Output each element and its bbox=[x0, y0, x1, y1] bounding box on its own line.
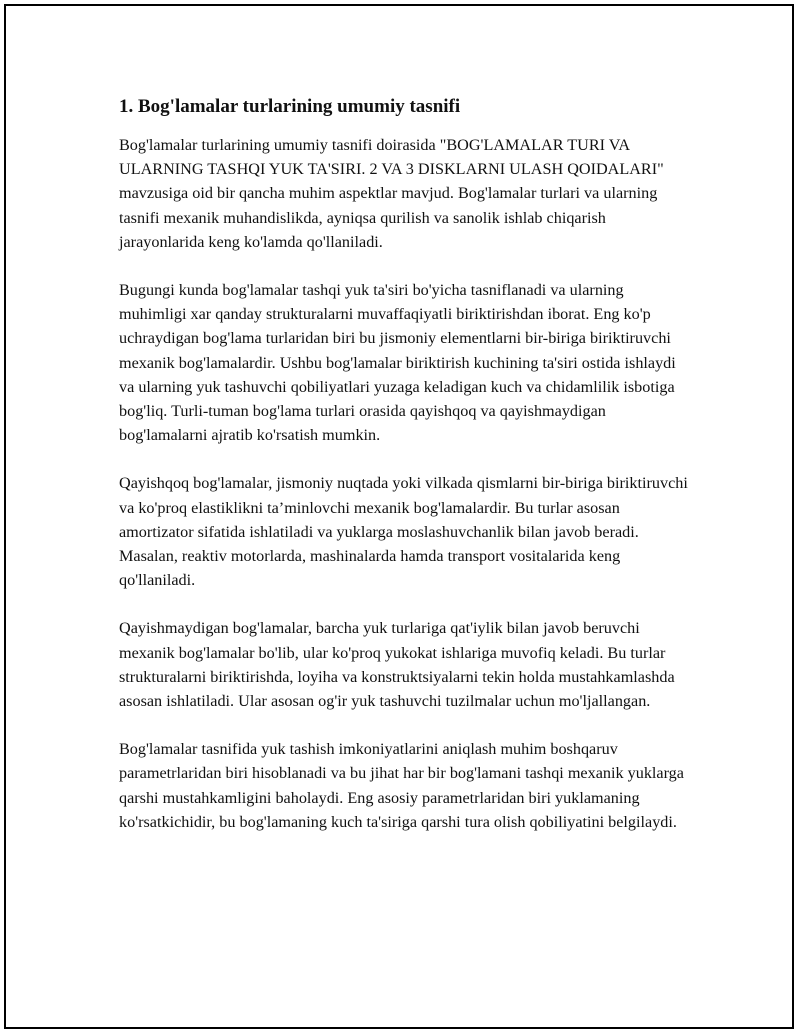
document-body bbox=[119, 93, 689, 858]
section-title: 1. Bog'lamalar turlarining umumiy tasnifi bbox=[119, 96, 461, 117]
paragraph: Qayishmaydigan bog'lamalar, barcha yuk turlariga qat'iylik bilan javob beruvchi mexanik bog'lamalar bo'lib, ular ko'proq yukokat ishlariga muvofiq keladi. Bu turlar strukturalarni biriktirishda, loyiha va konstruktsiyalarni tekin holda mustahkamlashda asosan ishlatiladi. Ular asosan og'ir yuk tashuvchi tuzilmalar uchun mo'ljallangan. bbox=[119, 619, 675, 711]
paragraph: Qayishqoq bog'lamalar, jismoniy nuqtada yoki vilkada qismlarni bir-biriga biriktiruvchi va ko'proq elastiklikni ta’minlovchi mexanik bog'lamalardir. Bu turlar asosan amortizator sifatida ishlatiladi va yuklarga moslashuvchanlik bilan javob beradi. Masalan, reaktiv motorlarda, mashinalarda hamda transport vositalarida keng qo'llaniladi. bbox=[119, 474, 688, 590]
paragraph: Bugungi kunda bog'lamalar tashqi yuk ta'siri bo'yicha tasniflanadi va ularning muhimligi xar qanday strukturalarni muvaffaqiyatli biriktirishdan iborat. Eng ko'p uchraydigan bog'lama turlaridan biri bu jismoniy elementlarni bir-biriga biriktiruvchi mexanik bog'lamalardir. Ushbu bog'lamalar biriktirish kuchining ta'siri ostida ishlaydi va ularning yuk tashuvchi qobiliyatlari yuzaga keladigan kuch va chidamlilik isbotiga bog'liq. Turli-tuman bog'lama turlari orasida qayishqoq va qayishmaydigan bog'lamalarni ajratib ko'rsatish mumkin. bbox=[119, 281, 676, 445]
paragraph: Bog'lamalar turlarining umumiy tasnifi doirasida "BOG'LAMALAR TURI VA ULARNING TASHQI YUK TA'SIRI. 2 VA 3 DISKLARNI ULASH QOIDALARI" mavzusiga oid bir qancha muhim aspektlar mavjud. Bog'lamalar turlari va ularning tasnifi mexanik muhandislikda, ayniqsa qurilish va sanolik ishlab chiqarish jarayonlarida keng ko'lamda qo'llaniladi. bbox=[119, 136, 664, 251]
paragraph: Bog'lamalar tasnifida yuk tashish imkoniyatlarini aniqlash muhim boshqaruv parametrlaridan biri hisoblanadi va bu jihat har bir bog'lamani tashqi mexanik yuklarga qarshi mustahkamligini baholaydi. Eng asosiy parametrlaridan biri yuklamaning ko'rsatkichidir, bu bog'lamaning kuch ta'siriga qarshi tura olish qobiliyatini belgilaydi. bbox=[119, 740, 684, 831]
